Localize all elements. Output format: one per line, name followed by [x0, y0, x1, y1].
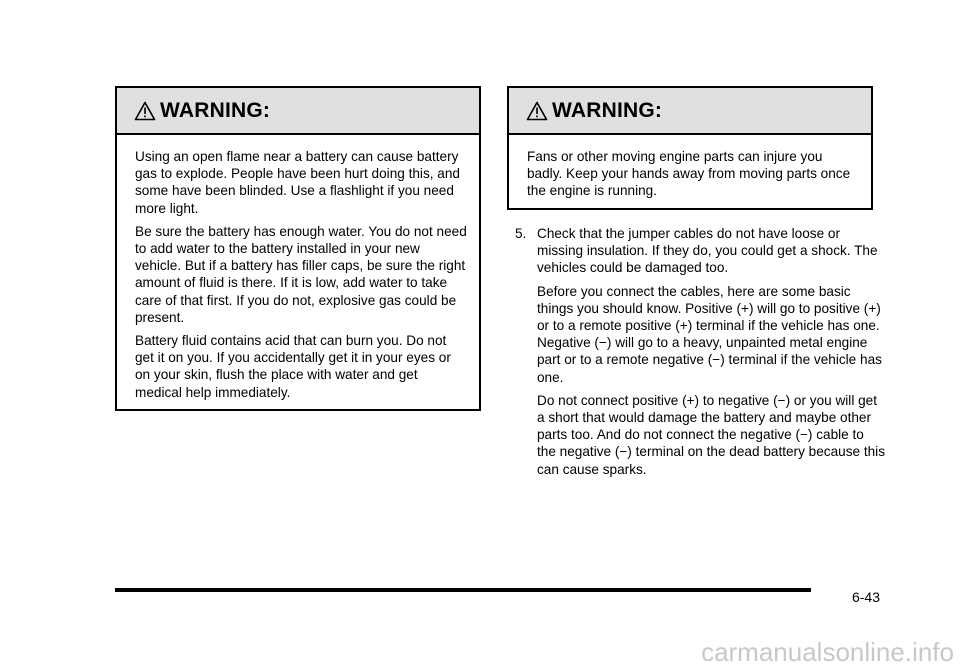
warning-body: [509, 135, 871, 200]
warning-paragraph: Using an open flame near a battery can cause battery gas to explode. People have been hurt doing this, and some have been blinded. Use a flashlight if you need more light.: [135, 149, 460, 216]
step-paragraph: Check that the jumper cables do not have loose or missing insulation. If they do, you could get a shock. The vehicles could be damaged too.: [537, 226, 878, 276]
step-paragraph: Do not connect positive (+) to negative (−) or you will get a short that would damage the battery and maybe other parts too. And do not connect the negative (−) cable to the negative (−) terminal on the dead battery because this can cause sparks.: [537, 392, 885, 477]
warning-box-right: [507, 86, 873, 210]
warning-triangle-icon: [526, 101, 548, 121]
warning-paragraph: Be sure the battery has enough water. You do not need to add water to the battery installed in your new vehicle. But if a battery has filler caps, be sure the right amount of fluid is there. If it is low, add water to take care of that first. If you do not, explosive gas could be present.: [135, 223, 467, 325]
step-number: 5.: [515, 226, 527, 241]
warning-box-left: [115, 86, 481, 411]
step-paragraph: Before you connect the cables, here are some basic things you should know. Positive (+) will go to positive (+) or to a remote positive (+) terminal if the vehicle has one. Negative (−) will go to a heavy, unpainted metal engine part or to a remote negative (−) terminal if the vehicle has one.: [537, 283, 882, 385]
warning-triangle-icon: [134, 101, 156, 121]
warning-title: WARNING:: [552, 98, 663, 122]
warning-header: [117, 88, 479, 135]
warning-header: [509, 88, 871, 135]
warning-paragraph: Battery fluid contains acid that can burn you. Do not get it on you. If you accidentally get it in your eyes or on your skin, flush the place with water and get medical help immediately.: [135, 333, 451, 400]
step-text: [537, 225, 885, 484]
footer-rule: [115, 588, 811, 592]
warning-title: WARNING:: [160, 98, 271, 122]
page-number: 6-43: [851, 589, 880, 605]
warning-body: [117, 135, 479, 401]
list-item: [515, 225, 885, 484]
warning-paragraph: Fans or other moving engine parts can injure you badly. Keep your hands away from moving parts once the engine is running.: [527, 149, 851, 199]
step-list: [515, 225, 885, 484]
watermark: carmanualsonline.info: [701, 637, 954, 667]
